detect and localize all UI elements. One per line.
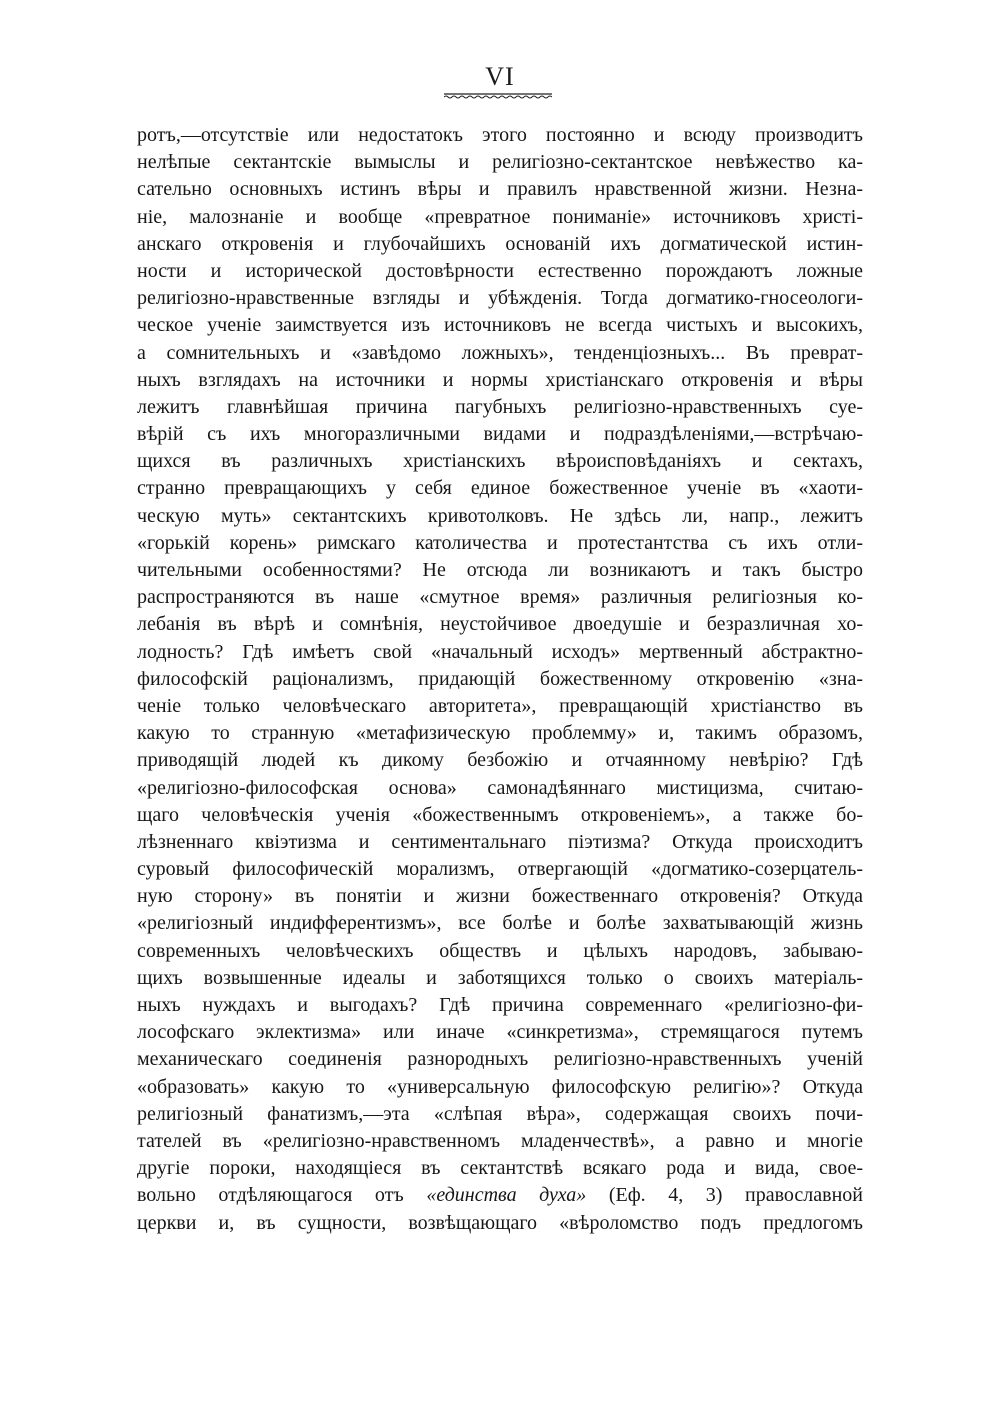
text-line: ности и исторической достовѣрности естественно порождаютъ ложные [137,259,863,282]
text-line: лѣзненнаго квіэтизма и сентиментальнаго піэтизма? Откуда происходитъ [137,830,863,853]
text-line: щихся въ различныхъ христіанскихъ вѣроисповѣданіяхъ и сектахъ, [137,450,863,473]
text-line: ныхъ взглядахъ на источники и нормы христіанскаго откровенія и вѣры [137,368,863,391]
text-line: какую то странную «метафизическую проблемму» и, такимъ образомъ, [137,722,863,745]
text-line: другіе пороки, находящіеся въ сектантствѣ всякаго рода и вида, свое- [137,1157,863,1180]
italic-quote: «единства духа» [426,1184,587,1207]
text-line: распространяются въ наше «смутное время» различныя религіозныя ко- [137,586,863,609]
text-line: приводящій людей къ дикому безбожію и отчаянному невѣрію? Гдѣ [137,749,863,772]
body-text [137,122,863,1237]
text-line: а сомнительныхъ и «завѣдомо ложныхъ», тенденціозныхъ... Въ преврат- [137,341,863,364]
text-segment: (Еф. 4, 3) православной [586,1184,863,1207]
text-line: ніе, малознаніе и вообще «превратное пониманіе» источниковъ христі- [137,205,863,228]
text-line: лебанія въ вѣрѣ и сомнѣнія, неустойчивое двоедушіе и безразличная хо- [137,613,863,636]
text-line: сательно основныхъ истинъ вѣры и правилъ нравственной жизни. Незна- [137,178,863,201]
text-line: религіозно-нравственные взгляды и убѣжденія. Тогда догматико-гносеологи- [137,287,863,310]
text-line: философскій раціонализмъ, придающій божественному откровенію «зна- [137,667,863,690]
text-line: ческое ученіе заимствуется изъ источниковъ не всегда чистыхъ и высокихъ, [137,314,863,337]
text-line: ную сторону» въ понятіи и жизни божественнаго откровенія? Откуда [137,885,863,908]
text-line: современныхъ человѣческихъ обществъ и цѣлыхъ народовъ, забываю- [137,939,863,962]
text-line: ческую муть» сектантскихъ кривотолковъ. Не здѣсь ли, напр., лежитъ [137,504,863,527]
text-line: ныхъ нуждахъ и выгодахъ? Гдѣ причина современнаго «религіозно-фи- [137,994,863,1016]
text-line: анскаго откровенія и глубочайшихъ основаній ихъ догматической истин- [137,232,863,255]
text-segment: вольно отдѣляющагося отъ [137,1184,427,1207]
text-line: суровый философическій морализмъ, отвергающій «догматико-созерцатель- [137,858,863,881]
text-line: странно превращающихъ у себя единое божественное ученіе въ «хаоти- [137,477,863,500]
text-line: механическаго соединенія разнородныхъ религіозно-нравственныхъ ученій [137,1048,863,1071]
text-line: ротъ,—отсутствіе или недостатокъ этого постоянно и всюду производитъ [137,124,863,146]
text-line: щихъ возвышенные идеалы и заботящихся только о своихъ матеріаль- [137,966,863,989]
text-line: тателей въ «религіозно-нравственномъ младенчествѣ», а равно и многіе [137,1129,863,1152]
text-line: «горькій корень» римскаго католичества и протестантства съ ихъ отли- [137,531,863,554]
text-line: лодность? Гдѣ имѣетъ свой «начальный исходъ» мертвенный абстрактно- [137,640,863,663]
text-line: «образовать» какую то «универсальную философскую религію»? Откуда [137,1075,863,1098]
text-line: чительными особенностями? Не отсюда ли возникаютъ и такъ быстро [137,559,863,581]
text-line: «религіозно-философская основа» самонадѣяннаго мистицизма, считаю- [137,776,863,799]
text-line: ченіе только человѣческаго авторитета», превращающій христіанство въ [137,694,863,717]
page-number: VI [485,62,515,91]
text-line: нелѣпые сектантскіе вымыслы и религіозно-сектантское невѣжество ка- [137,151,863,174]
text-line: лежитъ главнѣйшая причина пагубныхъ религіозно-нравственныхъ суе- [137,395,863,418]
text-line: «религіозный индифферентизмъ», все болѣе и болѣе захватывающій жизнь [137,912,863,935]
text-line: щаго человѣческія ученія «божественнымъ откровеніемъ», а также бо- [137,803,863,826]
text-line: лософскаго эклектизма» или иначе «синкретизма», стремящагося путемъ [137,1021,863,1044]
text-line [137,1182,863,1209]
text-line: религіозный фанатизмъ,—эта «слѣпая вѣра», содержащая своихъ почи- [137,1102,863,1125]
text-line: вѣрій съ ихъ многоразличными видами и подраздѣленіями,—встрѣчаю- [137,423,863,446]
wavy-rule-ornament [444,92,552,100]
text-line: церкви и, въ сущности, возвѣщающаго «вѣроломство подъ предлогомъ [137,1211,863,1234]
